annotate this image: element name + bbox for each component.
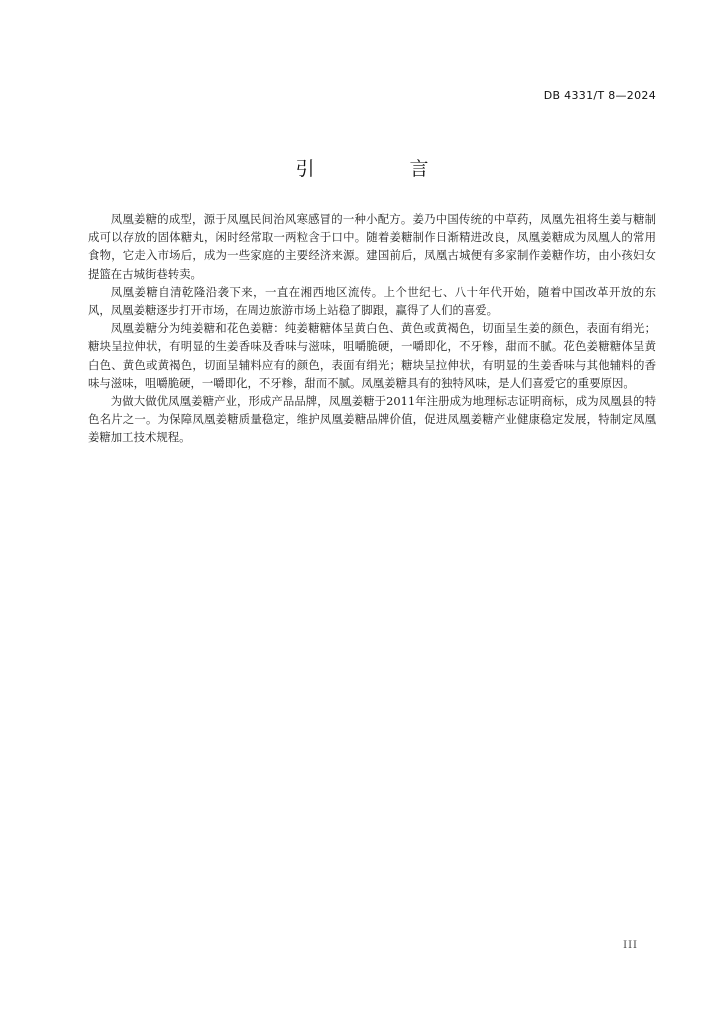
page-number: III	[623, 940, 638, 951]
page-title: 引 言	[295, 158, 467, 180]
paragraph-history: 凤凰姜糖自清乾隆沿袭下来，一直在湘西地区流传。上个世纪七、八十年代开始，随着中国改革开放的东风，凤凰姜糖逐步打开市场，在周边旅游市场上站稳了脚跟，赢得了人们的喜爱。	[88, 284, 656, 318]
paragraph-types: 凤凰姜糖分为纯姜糖和花色姜糖：纯姜糖糖体呈黄白色、黄色或黄褐色，切面呈生姜的颜色，表面有绢光；糖块呈拉伸状，有明显的生姜香味及香味与滋味，咀嚼脆硬，一嚼即化，不牙糁，甜而不腻。花色姜糖糖体呈黄白色、黄色或黄褐色，切面呈辅料应有的颜色，表面有绢光；糖块呈拉伸状，有明显的生姜香味与其他辅料的香味与滋味，咀嚼脆硬，一嚼即化，不牙糁，甜而不腻。凤凰姜糖具有的独特风味，是人们喜爱它的重要原因。	[88, 321, 656, 390]
paragraph-origin: 凤凰姜糖的成型，源于凤凰民间治风寒感冒的一种小配方。姜乃中国传统的中草药，凤凰先祖将生姜与糖制成可以存放的固体糖丸，闲时经常取一两粒含于口中。随着姜糖制作日渐精进改良，凤凰姜糖成为凤凰人的常用食物，它走入市场后，成为一些家庭的主要经济来源。建国前后，凤凰古城便有多家制作姜糖作坊，由小孩妇女提篮在古城街巷转卖。	[88, 212, 656, 281]
standard-code: DB 4331/T 8—2024	[543, 89, 656, 102]
introduction-body	[88, 210, 656, 447]
paragraph-purpose: 为做大做优凤凰姜糖产业，形成产品品牌，凤凰姜糖于2011年注册成为地理标志证明商标，成为凤凰县的特色名片之一。为保障凤凰姜糖质量稳定，维护凤凰姜糖品牌价值，促进凤凰姜糖产业健康稳定发展，特制定凤凰姜糖加工技术规程。	[88, 394, 656, 445]
